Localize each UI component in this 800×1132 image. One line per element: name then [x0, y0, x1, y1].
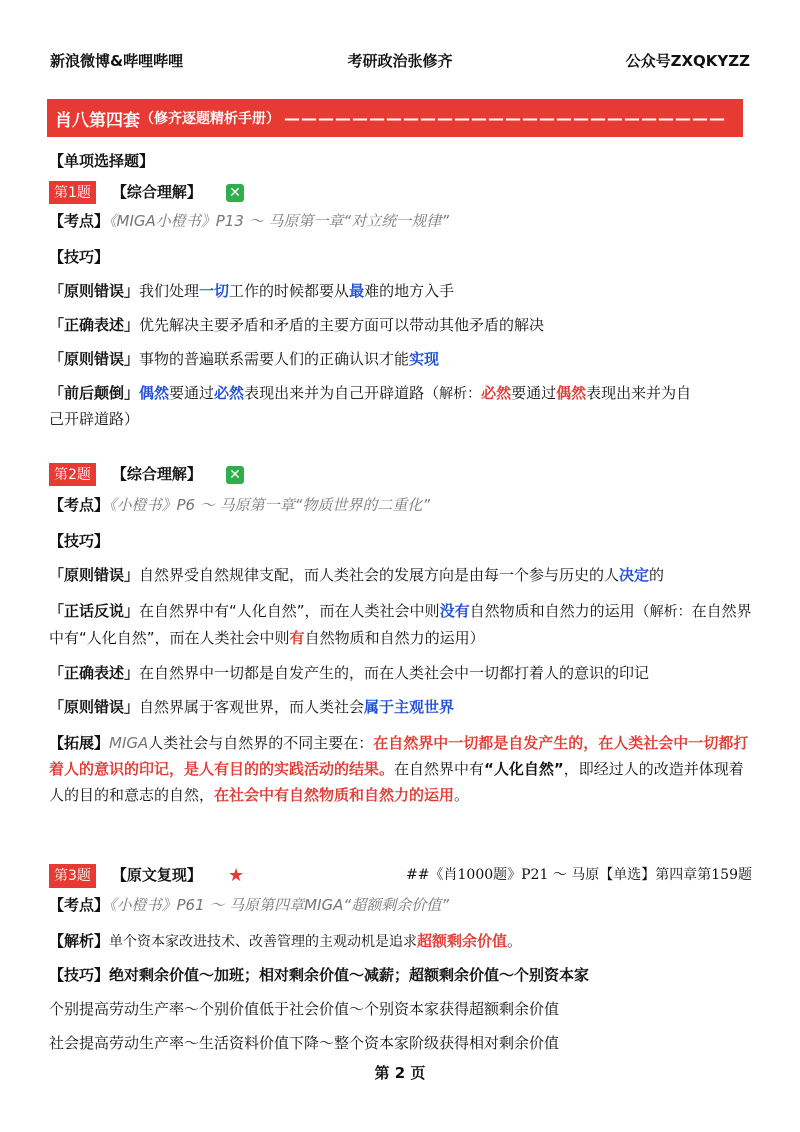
- wrong-mark-icon: ✕: [226, 184, 244, 202]
- q2-header: [49, 462, 752, 486]
- q1-line1: 「原则错误」我们处理一切工作的时候都要从最难的地方入手: [49, 282, 455, 300]
- q3-kaodian: 【考点】《小橙书》P61 ～ 马原第四章MIGA“超额剩余价值”: [49, 896, 449, 914]
- q3-tip2: 社会提高劳动生产率～生活资料价值下降～整个资本家阶级获得相对剩余价值: [49, 1034, 560, 1052]
- section-heading: 【单项选择题】: [49, 152, 155, 170]
- q1-tag: 第1题: [49, 181, 96, 205]
- q1-kaodian: 【考点】《MIGA小橙书》P13 ～ 马原第一章“对立统一规律”: [49, 212, 449, 230]
- q2-line4: 「原则错误」自然界属于客观世界，而人类社会属于主观世界: [49, 698, 455, 716]
- q2-line3: 「正确表述」在自然界中一切都是自发产生的，而在人类社会中一切都打着人的意识的印记: [49, 664, 650, 682]
- header-center: 考研政治张修齐: [347, 52, 453, 70]
- q2-tag: 第2题: [49, 463, 96, 487]
- q2-jiqiao: 【技巧】: [49, 532, 110, 550]
- header-left: 新浪微博&哔哩哔哩: [50, 52, 184, 70]
- q1-line3: 「原则错误」事物的普遍联系需要人们的正确认识才能实现: [49, 350, 440, 368]
- title-banner: [47, 99, 743, 137]
- q1-line4: 「前后颠倒」偶然要通过必然表现出来并为自己开辟道路（解析：必然要通过偶然表现出来并为自: [49, 384, 692, 402]
- q3-jiexi: 【解析】单个资本家改进技术、改善管理的主观动机是追求超额剩余价值。: [49, 932, 523, 950]
- header-right: 公众号ZXQKYZZ: [625, 52, 750, 70]
- q1-jiqiao: 【技巧】: [49, 248, 110, 266]
- wrong-mark-icon: ✕: [226, 466, 244, 484]
- q1-header: [49, 180, 752, 204]
- q2-category: 【综合理解】: [111, 465, 202, 483]
- banner-dashes: ——————————————————————————: [284, 108, 726, 128]
- q1-line2: 「正确表述」优先解决主要矛盾和矛盾的主要方面可以带动其他矛盾的解决: [49, 316, 545, 334]
- q3-category: 【原文复现】: [111, 866, 202, 884]
- page-number: 第 2 页: [374, 1064, 426, 1082]
- q3-header: [49, 862, 752, 888]
- q3-jiqiao: 【技巧】绝对剩余价值～加班；相对剩余价值～减薪；超额剩余价值～个别资本家: [49, 966, 590, 984]
- banner-title: 肖八第四套: [55, 110, 140, 131]
- q2-line2: 「正话反说」在自然界中有“人化自然”，而在人类社会中则没有自然物质和自然力的运用（解析：在自然界中有“人化自然”，而在人类社会中则有自然物质和自然力的运用）: [49, 602, 752, 647]
- q1-kaodian-text: 《MIGA小橙书》P13 ～ 马原第一章“对立统一规律”: [109, 212, 449, 230]
- star-icon: ★: [227, 864, 245, 886]
- q2-kaodian: 【考点】《小橙书》P6 ～ 马原第一章“物质世界的二重化”: [49, 496, 431, 514]
- q1-category: 【综合理解】: [111, 183, 202, 201]
- page-header: [50, 50, 750, 74]
- q1-line4-cont: 己开辟道路）: [49, 410, 140, 428]
- q2-extension: 【拓展】MIGA人类社会与自然界的不同主要在：在自然界中一切都是自发产生的，在人类社会中一切都打着人的意识的印记，是人有目的的实践活动的结果。在自然界中有“人化自然”，即经过人的改造并体现着人的目的和意志的自然，在社会中有自然物质和自然力的运用。: [49, 734, 749, 804]
- q3-tip1: 个别提高劳动生产率～个别价值低于社会价值～个别资本家获得超额剩余价值: [49, 1000, 560, 1018]
- q3-source: ##《肖1000题》P21 ～ 马原【单选】第四章第159题: [406, 867, 752, 883]
- q2-line1: 「原则错误」自然界受自然规律支配，而人类社会的发展方向是由每一个参与历史的人决定的: [49, 566, 665, 584]
- q3-tag: 第3题: [49, 864, 96, 888]
- banner-subtitle: （修齐逐题精析手册）: [140, 111, 280, 127]
